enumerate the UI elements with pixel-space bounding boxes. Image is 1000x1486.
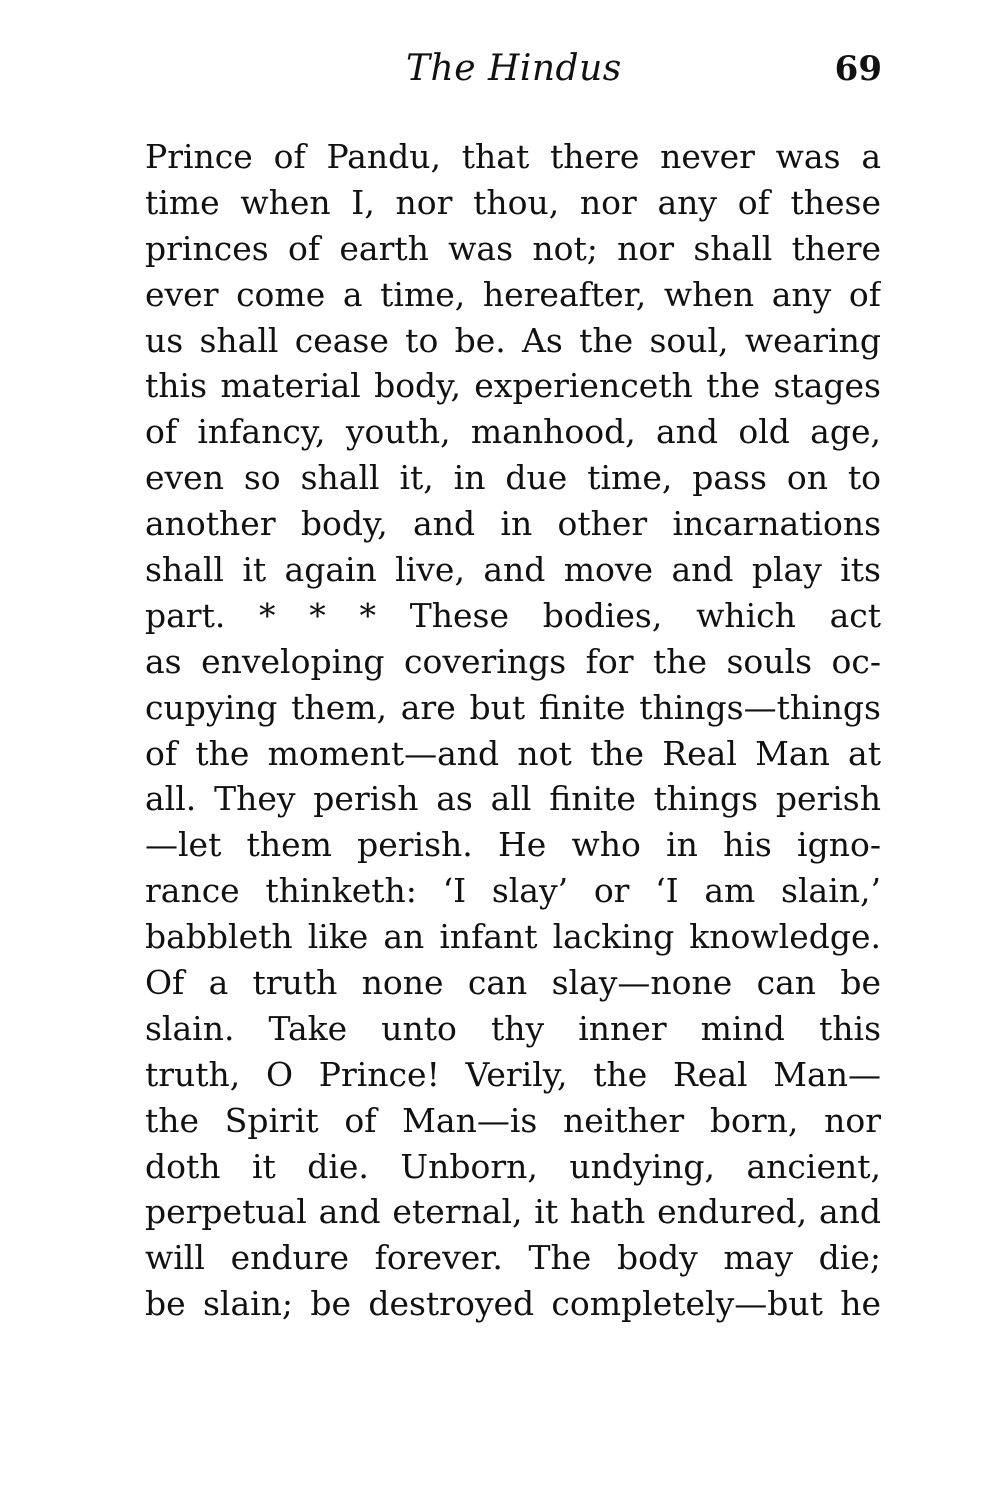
running-title: The Hindus <box>406 48 622 89</box>
text-line: this material body, experienceth the stages <box>145 366 881 406</box>
text-line: shall it again live, and move and play its <box>145 550 881 590</box>
text-line: Prince of Pandu, that there never was a <box>145 137 881 176</box>
text-line: us shall cease to be. As the soul, wearing <box>145 320 881 360</box>
page-number: 69 <box>834 49 882 89</box>
text-line: Of a truth none can slay—none can be <box>145 963 881 1003</box>
text-line: slain. Take unto thy inner mind this <box>145 1008 881 1048</box>
text-line: part. * * * These bodies, which act <box>145 595 881 635</box>
text-line: the Spirit of Man—is neither born, nor <box>145 1100 881 1140</box>
running-header <box>0 44 1000 94</box>
body-text <box>145 134 881 1327</box>
text-line: —let them perish. He who in his igno- <box>145 825 881 865</box>
text-line: ever come a time, hereafter, when any of <box>145 274 881 314</box>
text-line: of the moment—and not the Real Man at <box>145 733 881 773</box>
text-line: truth, O Prince! Verily, the Real Man— <box>145 1054 881 1094</box>
text-line: of infancy, youth, manhood, and old age, <box>145 412 881 452</box>
text-line: all. They perish as all finite things perish <box>145 779 881 819</box>
text-line: perpetual and eternal, it hath endured, and <box>145 1192 881 1232</box>
text-line: doth it die. Unborn, undying, ancient, <box>145 1146 881 1186</box>
text-line: cupying them, are but finite things—things <box>145 687 881 727</box>
text-line: even so shall it, in due time, pass on to <box>145 458 881 498</box>
text-line: as enveloping coverings for the souls oc- <box>145 641 881 681</box>
text-line: time when I, nor thou, nor any of these <box>145 182 881 222</box>
text-line: be slain; be destroyed completely—but he <box>145 1284 881 1324</box>
text-line: babbleth like an infant lacking knowledge. <box>145 917 881 957</box>
text-line: will endure forever. The body may die; <box>145 1238 881 1278</box>
text-line: rance thinketh: ‘I slay’ or ‘I am slain,’ <box>145 871 881 911</box>
text-line: princes of earth was not; nor shall there <box>145 228 881 268</box>
text-line: another body, and in other incarnations <box>145 504 881 544</box>
